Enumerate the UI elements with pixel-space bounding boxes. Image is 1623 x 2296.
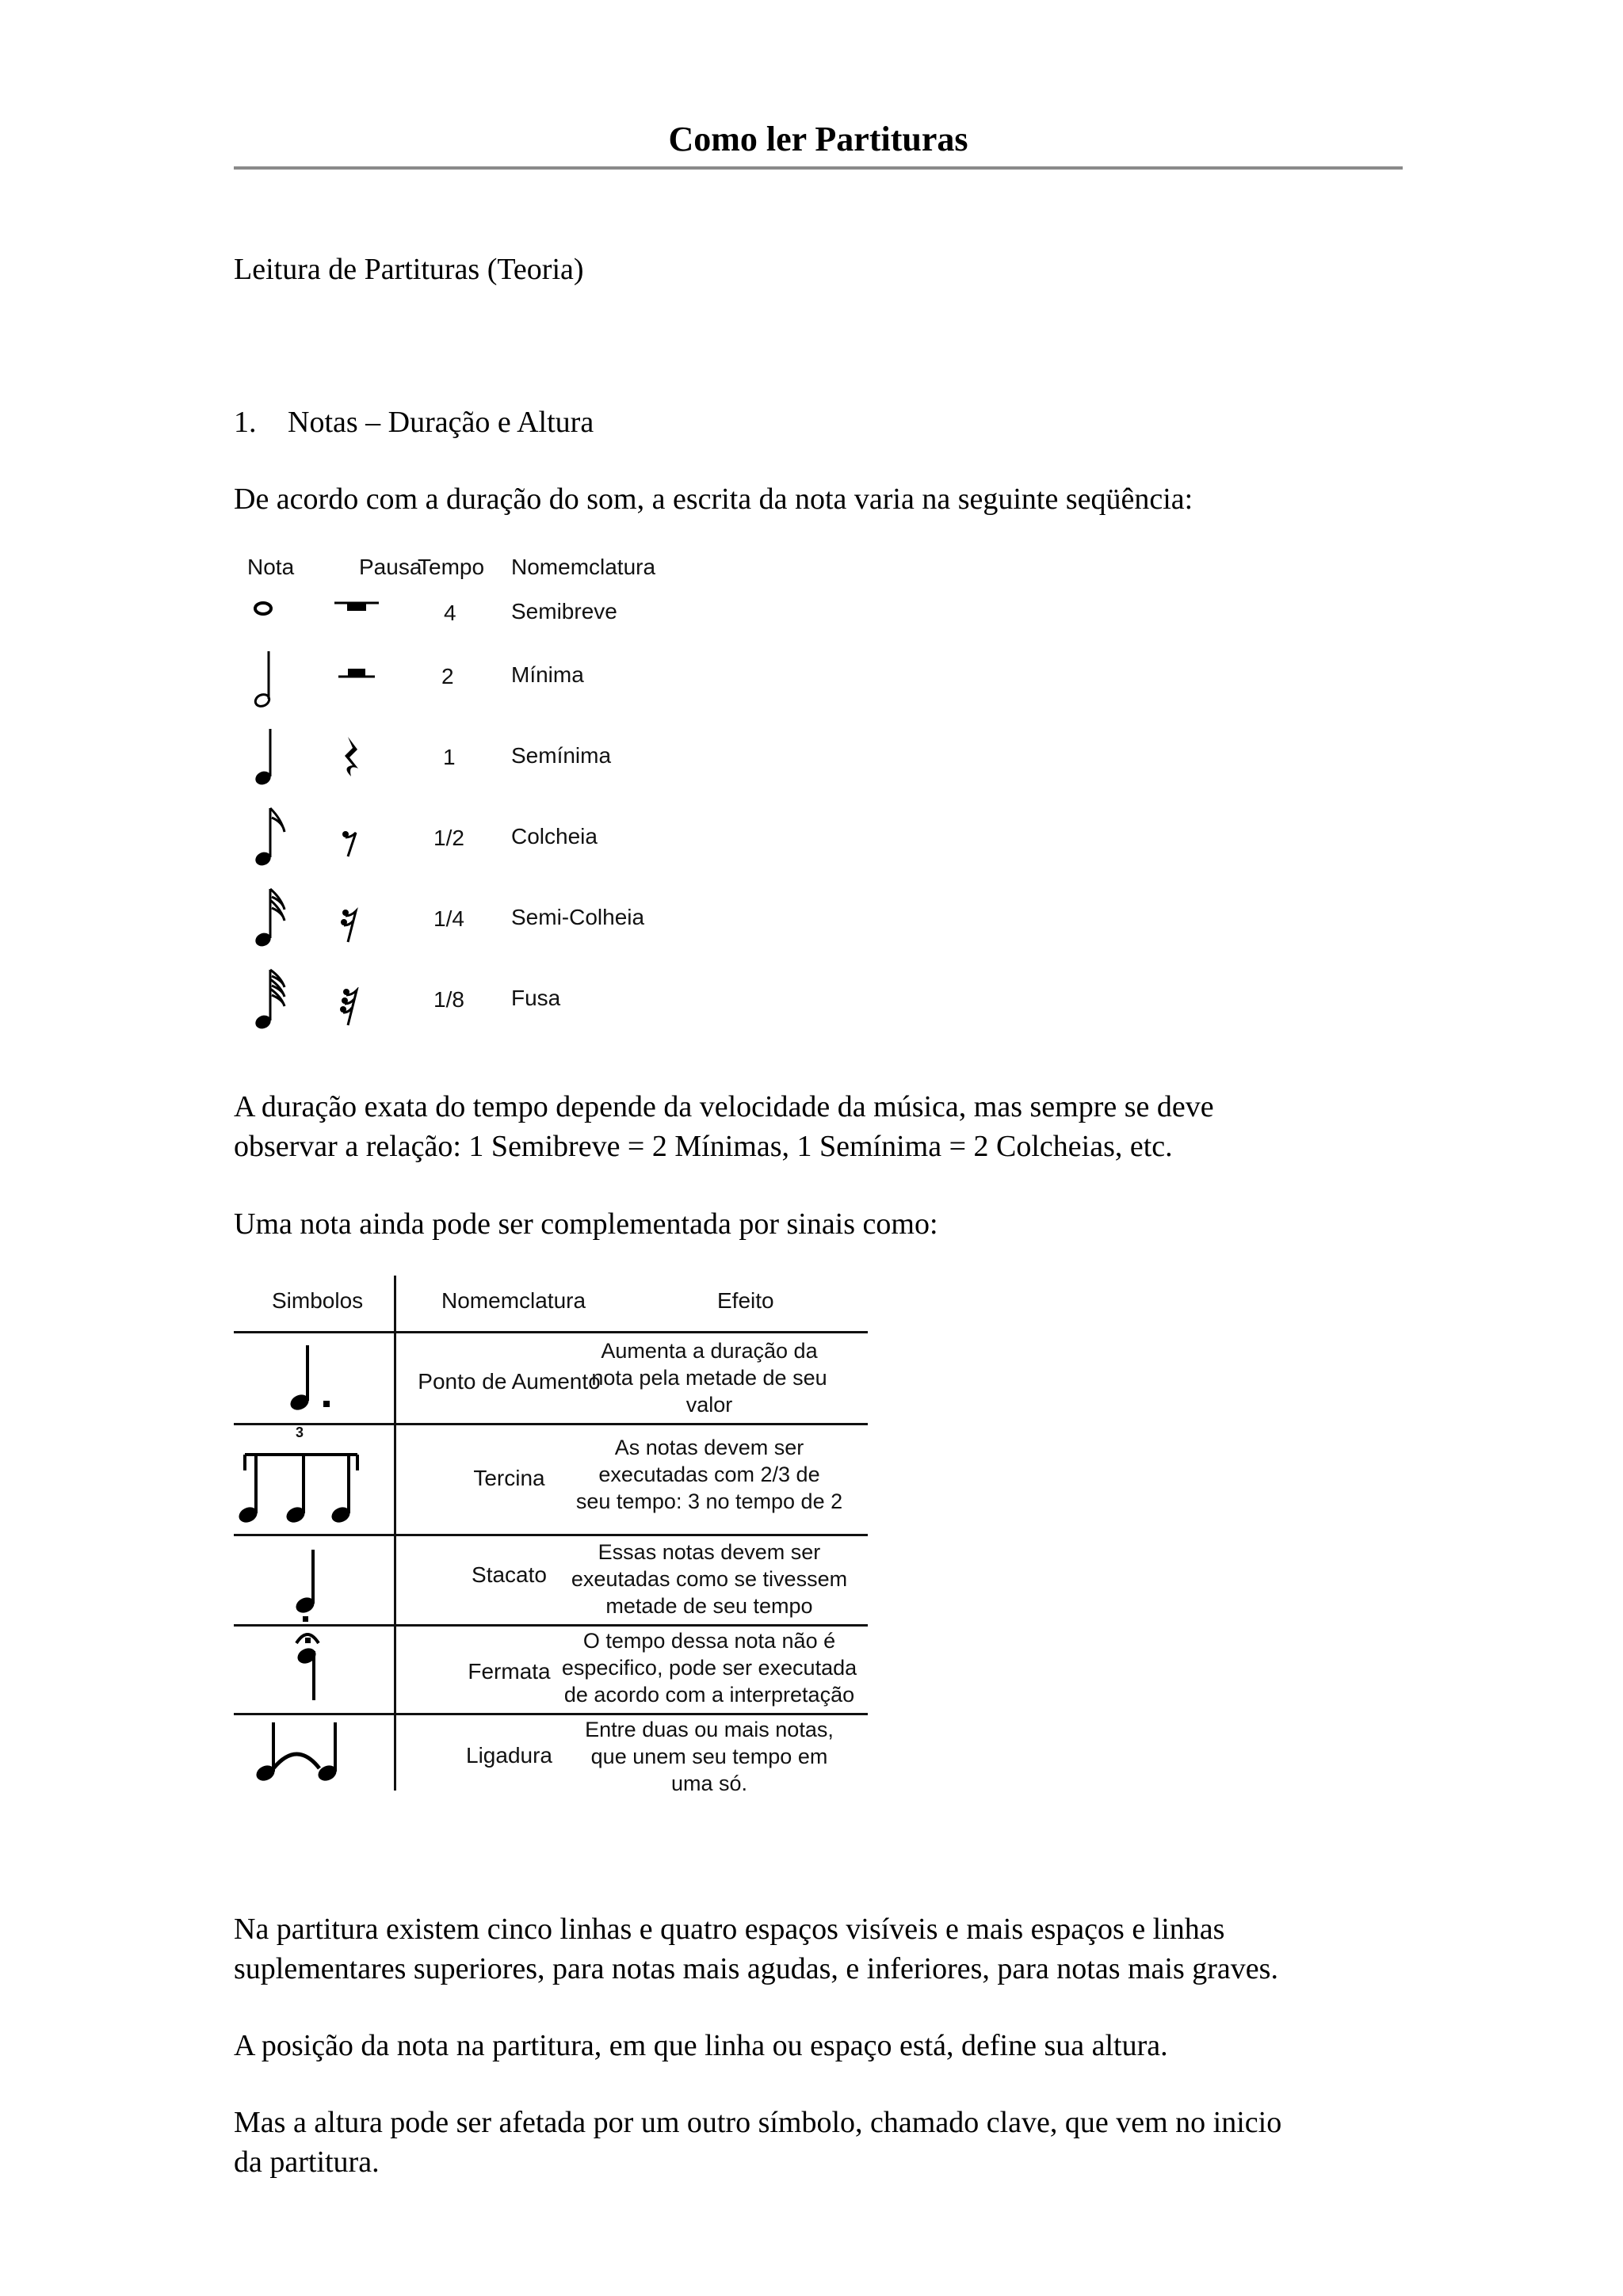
effect-line: valor bbox=[685, 1393, 733, 1417]
name-seminima: Semínima bbox=[511, 743, 612, 768]
sign-name-stacato: Stacato bbox=[472, 1562, 547, 1587]
time-seminima: 1 bbox=[443, 745, 456, 769]
semibreve-rest-icon bbox=[333, 599, 380, 618]
duration-line-1: A duração exata do tempo depende da velocidade da música, mas sempre se deve bbox=[234, 1090, 1214, 1123]
sign-effect-fermata bbox=[547, 1627, 872, 1708]
sign-name-ligadura: Ligadura bbox=[466, 1743, 552, 1768]
subtitle: Leitura de Partituras (Teoria) bbox=[234, 253, 584, 286]
staccato-note-icon bbox=[289, 1537, 329, 1624]
time-semibreve: 4 bbox=[444, 601, 456, 625]
semibreve-note-icon bbox=[251, 599, 275, 618]
page-title: Como ler Partituras bbox=[668, 120, 968, 158]
position-paragraph: A posição da nota na partitura, em que linha ou espaço está, define sua altura. bbox=[234, 2029, 1168, 2062]
header-rest: Pausa bbox=[359, 555, 422, 579]
sign-effect-ligadura bbox=[547, 1716, 872, 1797]
fusa-rest-icon bbox=[338, 987, 362, 1028]
title-divider bbox=[234, 166, 1403, 170]
effect-line: uma só. bbox=[670, 1772, 748, 1795]
sign-name-ponto: Ponto de Aumento bbox=[418, 1369, 601, 1394]
section-number: 1. bbox=[234, 406, 257, 439]
effect-line: nota pela metade de seu bbox=[591, 1366, 827, 1390]
intro-paragraph: De acordo com a duração do som, a escrita da nota varia na seguinte seqüência: bbox=[234, 482, 1193, 516]
colcheia-rest-icon bbox=[338, 828, 362, 860]
fusa-note-icon bbox=[250, 967, 289, 1033]
header-note: Nota bbox=[247, 555, 295, 579]
effect-line: executadas com 2/3 de bbox=[598, 1463, 820, 1486]
sign-name-fermata: Fermata bbox=[468, 1659, 551, 1684]
effect-line: exeutadas como se tivessem bbox=[571, 1567, 848, 1591]
effect-line: metade de seu tempo bbox=[605, 1594, 813, 1618]
minima-rest-icon bbox=[337, 666, 376, 685]
effect-line: seu tempo: 3 no tempo de 2 bbox=[575, 1489, 843, 1513]
row-divider bbox=[234, 1713, 868, 1715]
effect-line: especifico, pode ser executada bbox=[561, 1656, 857, 1680]
durations-table bbox=[234, 547, 725, 1046]
colcheia-note-icon bbox=[250, 805, 289, 870]
row-divider bbox=[234, 1624, 868, 1627]
time-semicolcheia: 1/4 bbox=[433, 906, 464, 931]
semicolcheia-rest-icon bbox=[338, 907, 362, 945]
header-name: Nomemclatura bbox=[511, 555, 656, 579]
effect-line: As notas devem ser bbox=[614, 1436, 804, 1459]
name-colcheia: Colcheia bbox=[511, 824, 598, 849]
header-time: Tempo bbox=[418, 555, 485, 579]
header-name: Nomemclatura bbox=[441, 1288, 586, 1313]
name-minima: Mínima bbox=[511, 662, 584, 687]
time-colcheia: 1/2 bbox=[433, 826, 464, 850]
staff-line-1: Na partitura existem cinco linhas e quatro espaços visíveis e mais espaços e linhas bbox=[234, 1913, 1225, 1946]
triplet-label: 3 bbox=[296, 1425, 304, 1440]
clef-paragraph bbox=[234, 2103, 1407, 2182]
tie-notes-icon bbox=[250, 1716, 353, 1787]
section-title: Notas – Duração e Altura bbox=[288, 406, 594, 439]
fermata-note-icon bbox=[285, 1627, 333, 1713]
duration-line-2: observar a relação: 1 Semibreve = 2 Mínimas, 1 Semínima = 2 Colcheias, etc. bbox=[234, 1130, 1173, 1163]
signs-paragraph: Uma nota ainda pode ser complementada por sinais como: bbox=[234, 1207, 938, 1241]
staff-paragraph bbox=[234, 1909, 1407, 1989]
effect-line: Aumenta a duração da bbox=[601, 1339, 818, 1363]
effect-line: de acordo com a interpretação bbox=[563, 1683, 855, 1707]
sign-name-tercina: Tercina bbox=[473, 1466, 545, 1490]
sign-effect-stacato bbox=[547, 1539, 872, 1619]
section-heading bbox=[234, 402, 1407, 442]
time-minima: 2 bbox=[441, 664, 454, 688]
sign-effect-ponto bbox=[547, 1337, 872, 1418]
time-fusa: 1/8 bbox=[433, 987, 464, 1012]
effect-line: Entre duas ou mais notas, bbox=[585, 1718, 834, 1741]
minima-note-icon bbox=[250, 648, 281, 711]
sign-effect-tercina bbox=[547, 1434, 872, 1515]
header-symbols: Simbolos bbox=[272, 1288, 364, 1313]
name-semibreve: Semibreve bbox=[511, 599, 617, 624]
effect-line: que unem seu tempo em bbox=[590, 1745, 828, 1768]
clef-line-1: Mas a altura pode ser afetada por um outro símbolo, chamado clave, que vem no inicio bbox=[234, 2106, 1282, 2139]
name-fusa: Fusa bbox=[511, 986, 561, 1010]
dotted-note-icon bbox=[285, 1337, 341, 1417]
row-divider bbox=[234, 1534, 868, 1536]
seminima-note-icon bbox=[250, 726, 281, 789]
signs-table bbox=[234, 1268, 868, 1798]
semicolcheia-note-icon bbox=[250, 886, 289, 951]
effect-line: Essas notas devem ser bbox=[598, 1540, 821, 1564]
duration-paragraph bbox=[234, 1087, 1407, 1166]
effect-line: O tempo dessa nota não é bbox=[582, 1629, 836, 1653]
row-divider bbox=[234, 1331, 868, 1333]
name-semicolcheia: Semi-Colheia bbox=[511, 905, 645, 929]
seminima-rest-icon bbox=[337, 734, 369, 781]
header-effect: Efeito bbox=[717, 1288, 774, 1313]
clef-line-2: da partitura. bbox=[234, 2145, 380, 2179]
staff-line-2: suplementares superiores, para notas mais agudas, e inferiores, para notas mais graves. bbox=[234, 1952, 1278, 1985]
